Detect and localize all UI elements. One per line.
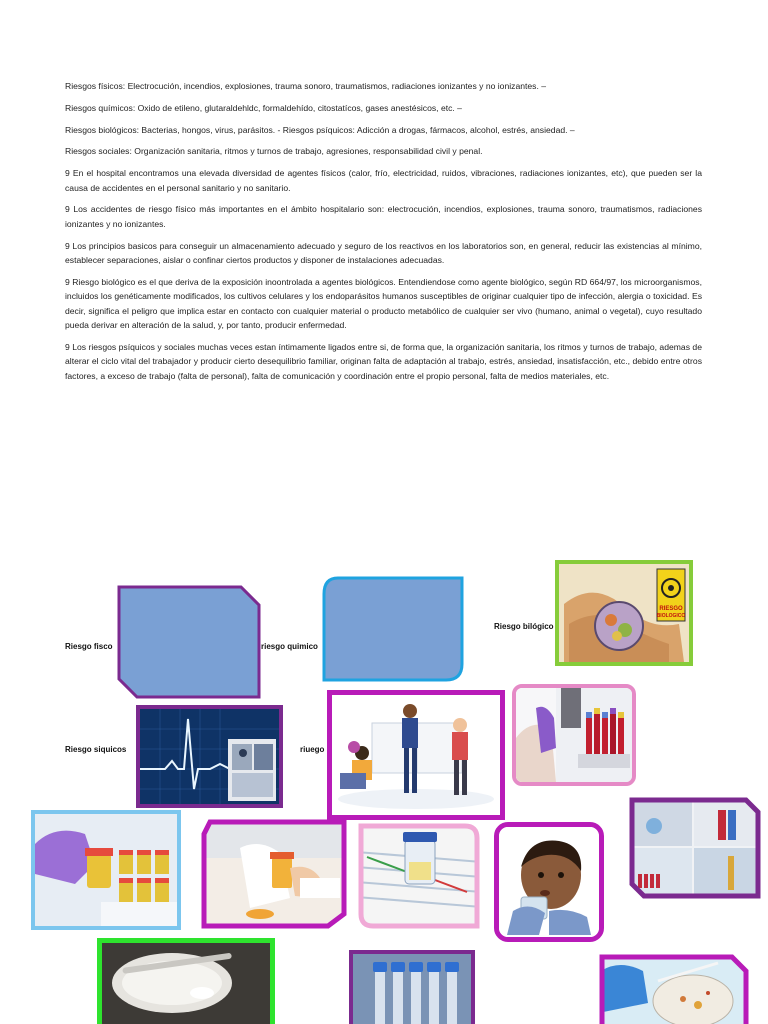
lab-analysis-image [200,818,348,930]
paragraph-accidentes-fisicos: 9 Los accidentes de riesgo físico más importantes en el ámbito hospitalario son: electrocución, incendios, explosiones, trauma sonoro, traumatismos, radiaciones ionizantes y no ionizantes. [65,204,702,229]
paragraph-almacenamiento: 9 Los principios basicos para conseguir un almacenamiento adecuado y seguro de los reactivos en los laboratorios son, en general, reducir las existencias al mínimo, establecer separaciones, aislar o confinar ciertos productos y disponer de instalaciones adecuadas. [65,240,702,265]
test-tubes-image [349,950,475,1024]
paragraph-riesgos-psiquicos: 9 Los riesgos psíquicos y sociales muchas veces estan íntimamente ligados entre si, de forma que, la organización sanitaria, los ritmos y turnos de trabajo, ademas de alterar el ciclo vital del trabajador y producir cierto desequilibrio familiar, originan falta de adaptación al trabajo, estrés, ansiedad, insatisfacción, etc., debido entre otros factores, a exceso de trabajo (falta de personal), falta de comunicación y coordinación entre el propio personal, falta de medios materiales, etc. [65,341,702,381]
paragraph-agentes-fisicos: 9 En el hospital encontramos una elevada diversidad de agentes físicos (calor, frío, electricidad, ruidos, vibraciones, radiaciones ionizantes, etc), que pueden ser la causa de accidentes en el personal sanitario y no sanitario. [65,168,702,193]
label-riesgo-biologico: Riesgo bilógico [494,622,554,631]
child-illustration-image [494,822,604,942]
petri-dish-image [598,953,750,1024]
paragraph-riesgos-fisicos: Riesgos físicos: Electrocución, incendios, explosiones, trauma sonoro, traumatismos, radiaciones ionizantes y no ionizantes. – [65,81,547,91]
lab-collage-image [628,796,762,900]
workers-illustration-image [327,690,505,820]
paragraph-riesgos-biologicos: Riesgos biológicos: Bacterias, hongos, virus, parásitos. - Riesgos psíquicos: Adicción a drogas, fármacos, alcohol, estrés, ansiedad. – [65,124,575,135]
paragraph-riesgo-biologico: 9 Riesgo biológico es el que deriva de la exposición inoontrolada a agentes biológicos. Entendiendose como agente biológico, según RD 664/97, los microorganismos, incluidos los genéticamente modificados, los cultivos celulares y los endoparásitos humanos susceptibles de originar cualquier tipo de infección, alergia o toxicidad. Es decir, significa el peligro que implica estar en contacto con cualquier material o producto metabólico de cualquier ser vivo (humano, animal o vegetal), cuyo resultado pueda derivar en alteración de la salud, y, por tanto, producir enfermedad. [65,276,702,331]
label-riesgo-quimico: riesgo quimico [261,642,318,651]
placeholder-shape-quimico [322,576,464,682]
sign-line-2: BIOLOGICO [656,613,686,619]
sample-cup-documents-image [357,822,481,930]
placeholder-shape-fisico [117,585,261,699]
biohazard-hands-image [555,560,693,666]
sign-line-1: RIESGO [659,606,683,612]
label-riesgo-fisico: Riesgo fisco [65,642,113,651]
urine-samples-image [31,810,181,930]
label-riesgo-siquico: Riesgo siquicos [65,745,127,754]
label-riesgo: riuego [300,745,325,754]
document-body [65,79,702,390]
lab-pipette-image [97,938,275,1024]
blood-tubes-image [512,684,636,786]
paragraph-riesgos-quimicos: Riesgos químicos: Oxido de etileno, glutaraldehldc, formaldehído, citostatícos, gases anestésicos, etc. – [65,102,462,113]
paragraph-riesgos-sociales: Riesgos sociales: Organización sanitaria, ritmos y turnos de trabajo, agresiones, responsabilidad civil y penal. [65,146,483,157]
ecg-monitor-image [136,705,283,808]
